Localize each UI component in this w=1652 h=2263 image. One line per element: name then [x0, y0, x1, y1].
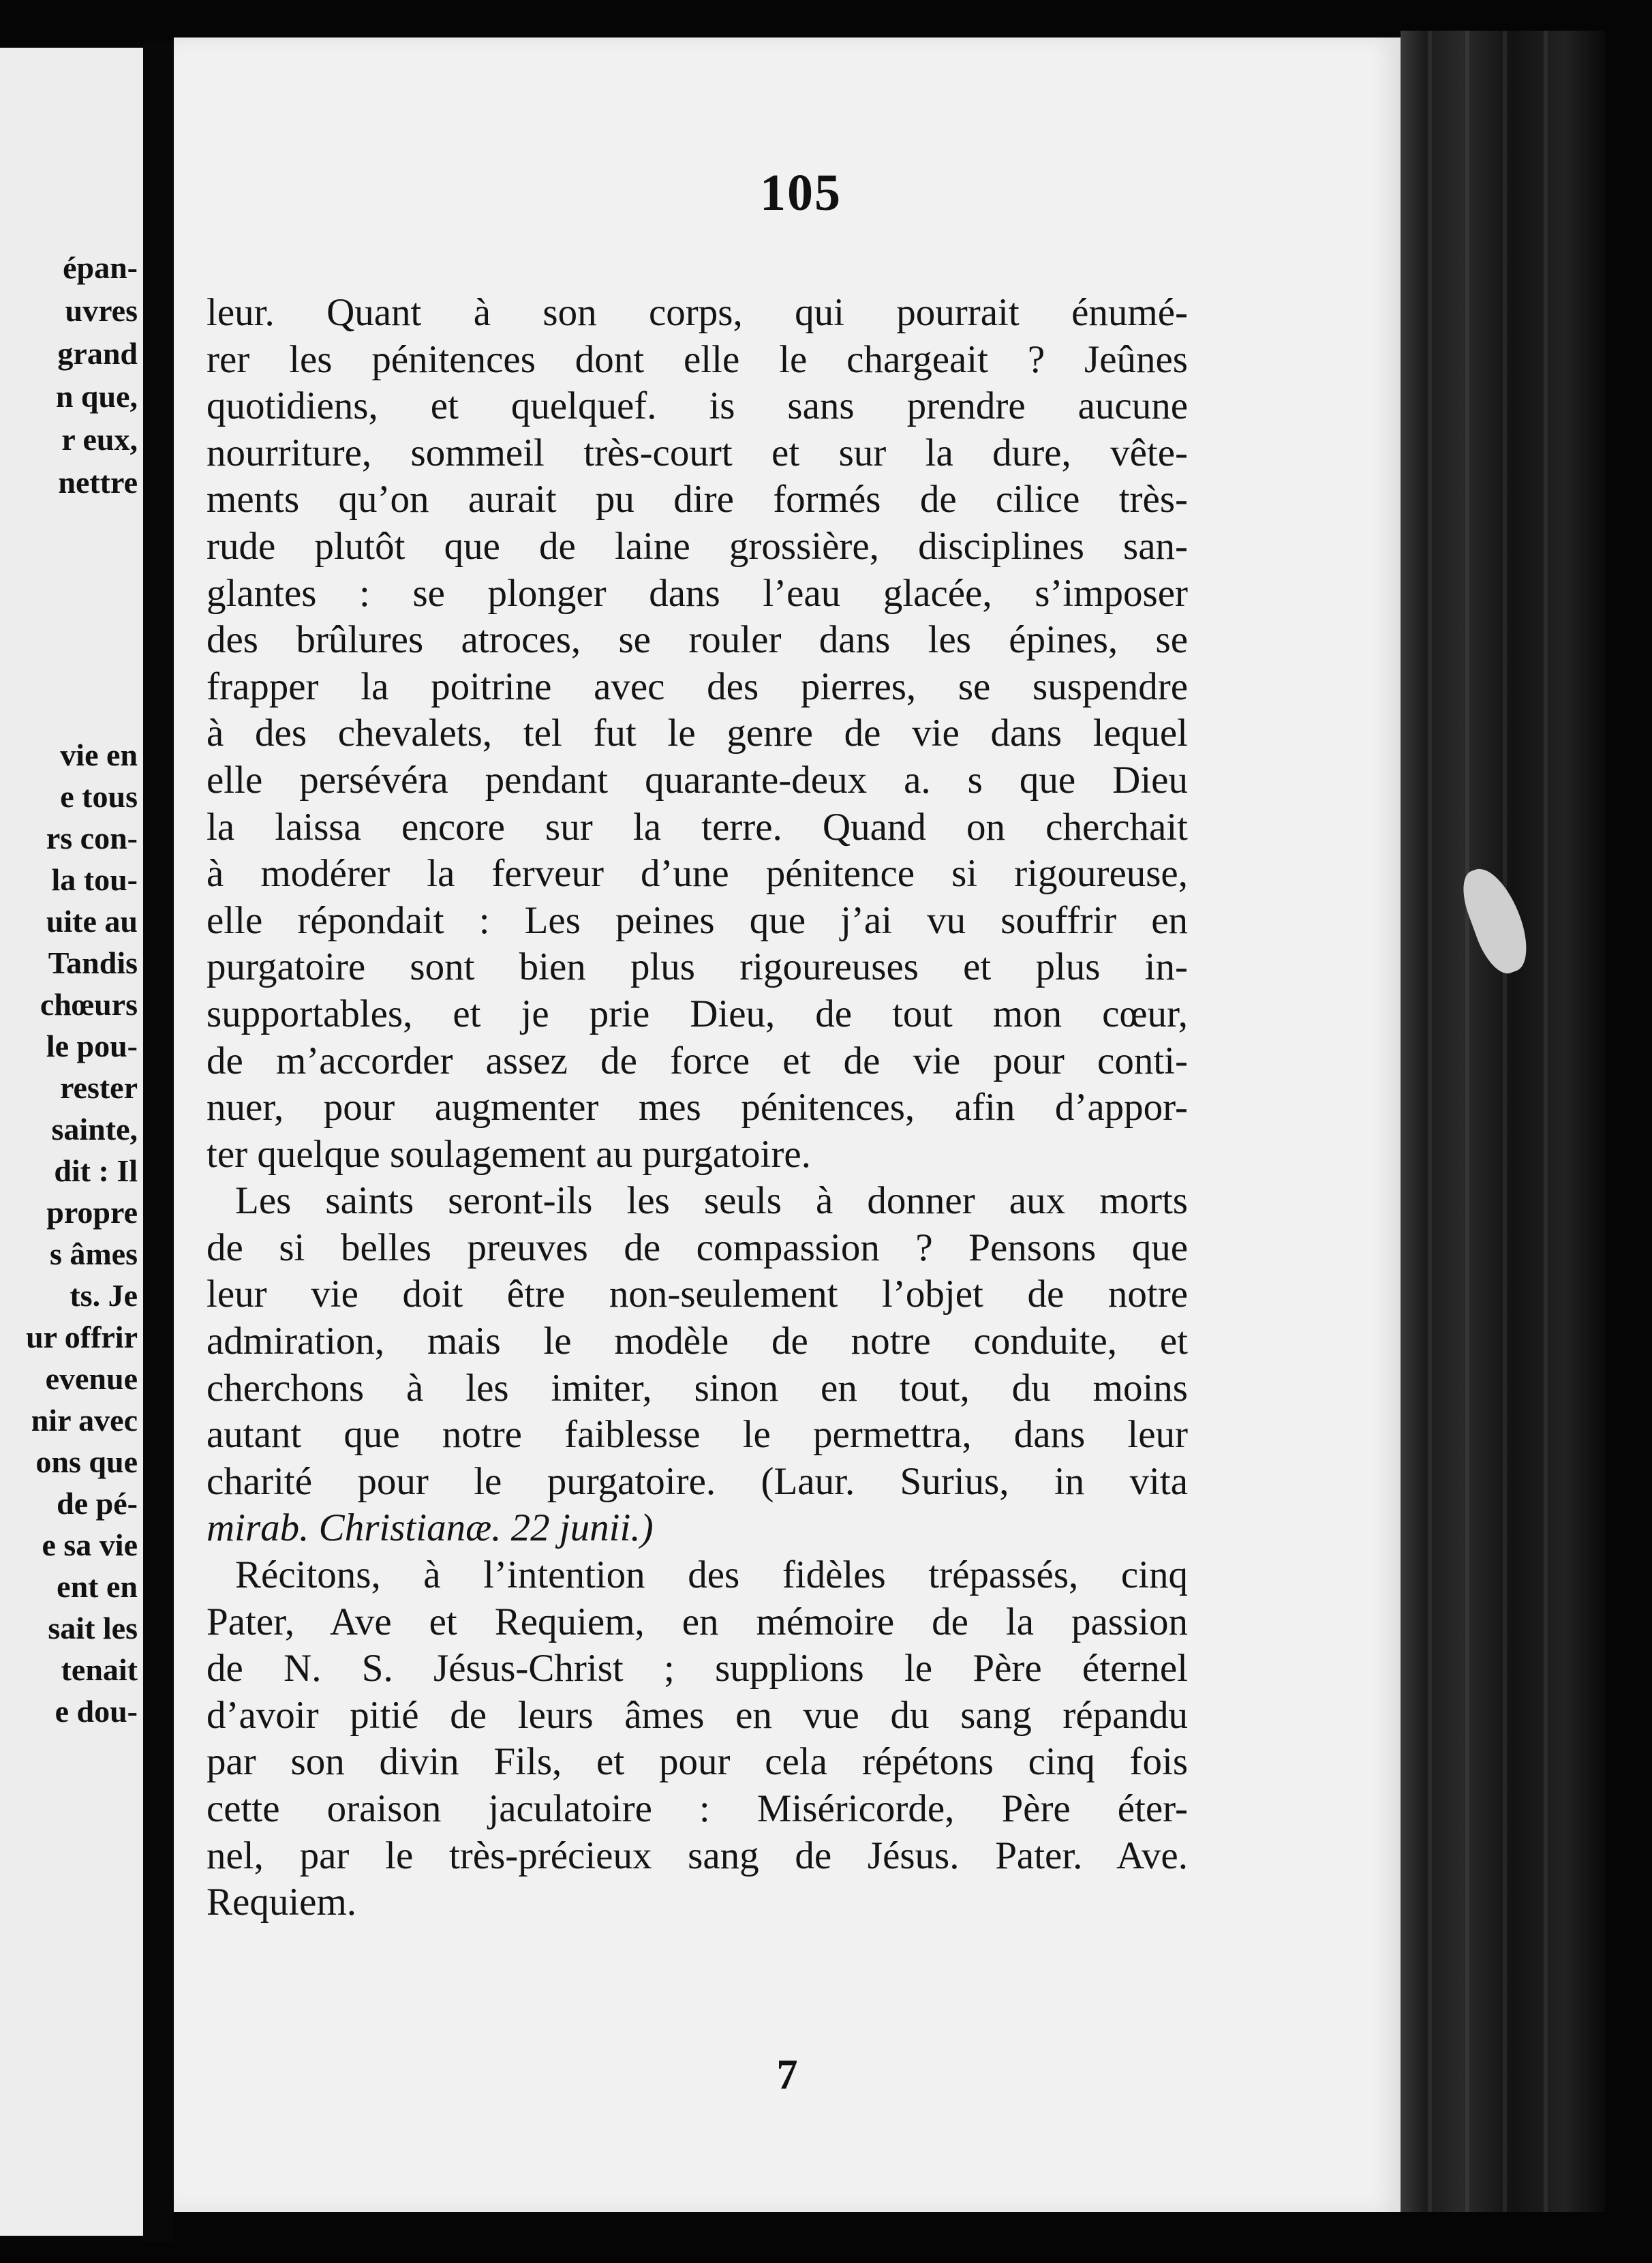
facing-page-line: chœurs [40, 987, 138, 1022]
facing-page-line: s âmes [49, 1236, 138, 1271]
facing-page-line: tenait [61, 1652, 138, 1687]
facing-page-line: nir avec [31, 1403, 138, 1438]
text-line: rer les pénitences dont elle le chargeait ? Jeûnes [206, 337, 1188, 381]
text-line: de si belles preuves de compassion ? Pensons que [206, 1226, 1188, 1269]
facing-page-line: r eux, [61, 422, 138, 457]
text-line: supportables, et je prie Dieu, de tout mon cœur, [206, 992, 1188, 1035]
facing-page-line: nettre [58, 465, 138, 500]
text-line: autant que notre faiblesse le permettra, dans leur [206, 1413, 1188, 1457]
facing-page-line: vie en [60, 738, 138, 772]
facing-page-line: propre [46, 1195, 138, 1230]
text-line: Récitons, à l’intention des fidèles trépassés, cinq [235, 1553, 1188, 1597]
text-line: leur vie doit être non-seulement l’objet de notre [206, 1273, 1188, 1316]
facing-page-line: Tandis [48, 945, 138, 980]
text-line: nourriture, sommeil très-court et sur la dure, vête- [206, 431, 1188, 474]
text-line: nel, par le très-précieux sang de Jésus. Pater. Ave. [206, 1834, 1188, 1877]
text-line: purgatoire sont bien plus rigoureuses et plus in- [206, 945, 1188, 989]
page-number: 105 [760, 164, 842, 222]
text-line: à des chevalets, tel fut le genre de vie dans lequel [206, 712, 1188, 755]
facing-page-line: épan- [63, 250, 138, 285]
facing-page-line: evenue [45, 1361, 138, 1396]
facing-page-line: dit : Il [54, 1153, 138, 1188]
facing-page-line: e tous [60, 779, 138, 814]
text-line: cette oraison jaculatoire : Miséricorde, Père éter- [206, 1787, 1188, 1830]
book-gutter [143, 41, 174, 2243]
text-line: charité pour le purgatoire. (Laur. Surius, in vita [206, 1459, 1188, 1503]
text-line: de m’accorder assez de force et de vie pour conti- [206, 1039, 1188, 1082]
facing-page-line: ent en [57, 1569, 138, 1604]
facing-page-fragment [0, 48, 143, 2236]
text-line: elle répondait : Les peines que j’ai vu souffrir en [206, 898, 1188, 942]
text-line: leur. Quant à son corps, qui pourrait énumé- [206, 291, 1188, 334]
facing-page-line: e dou- [55, 1694, 138, 1729]
signature-mark: 7 [776, 2052, 798, 2098]
text-line: des brûlures atroces, se rouler dans les épines, se [206, 618, 1188, 662]
facing-page-line: le pou- [46, 1029, 138, 1063]
facing-page-line: n que, [55, 379, 138, 414]
text-line: elle persévéra pendant quarante-deux a. s que Dieu [206, 758, 1188, 802]
text-line: Pater, Ave et Requiem, en mémoire de la passion [206, 1600, 1188, 1643]
facing-page-line: grand [57, 336, 138, 371]
text-line: rude plutôt que de laine grossière, disciplines san- [206, 524, 1188, 568]
facing-page-line: uvres [65, 293, 138, 328]
text-line: à modérer la ferveur d’une pénitence si rigoureuse, [206, 852, 1188, 896]
text-line: la laissa encore sur la terre. Quand on cherchait [206, 805, 1188, 849]
text-line: ments qu’on aurait pu dire formés de cilice très- [206, 478, 1188, 521]
facing-page-line: la tou- [51, 862, 138, 897]
facing-page-line: sainte, [51, 1112, 138, 1146]
text-line: admiration, mais le modèle de notre conduite, et [206, 1320, 1188, 1363]
text-line: cherchons à les imiter, sinon en tout, du moins [206, 1366, 1188, 1410]
text-line: Requiem. [206, 1881, 357, 1924]
facing-page-line: ts. Je [70, 1278, 138, 1313]
facing-page-line: rester [59, 1070, 138, 1105]
text-line: ter quelque soulagement au purgatoire. [206, 1132, 811, 1176]
text-line: glantes : se plonger dans l’eau glacée, s’imposer [206, 571, 1188, 615]
text-line: nuer, pour augmenter mes pénitences, afin d’appor- [206, 1086, 1188, 1129]
facing-page-line: ons que [35, 1444, 138, 1479]
text-line: d’avoir pitié de leurs âmes en vue du sang répandu [206, 1693, 1188, 1737]
facing-page-line: e sa vie [42, 1528, 138, 1562]
facing-page-line: ur offrir [26, 1320, 138, 1354]
facing-page-line: uite au [46, 904, 138, 939]
text-line: mirab. Christianæ. 22 junii.) [206, 1506, 654, 1550]
text-line: Les saints seront-ils les seuls à donner aux morts [235, 1179, 1188, 1223]
text-line: par son divin Fils, et pour cela répétons cinq fois [206, 1740, 1188, 1784]
facing-page-line: de pé- [57, 1486, 138, 1521]
book-page [174, 37, 1401, 2212]
facing-page-line: sait les [48, 1611, 138, 1645]
page-body-text [206, 290, 1188, 1926]
text-line: quotidiens, et quelquef. is sans prendre aucune [206, 384, 1188, 428]
text-line: frapper la poitrine avec des pierres, se suspendre [206, 665, 1188, 708]
facing-page-line: rs con- [46, 821, 138, 855]
page-edge [1401, 31, 1605, 2212]
text-line: de N. S. Jésus-Christ ; supplions le Père éternel [206, 1647, 1188, 1690]
